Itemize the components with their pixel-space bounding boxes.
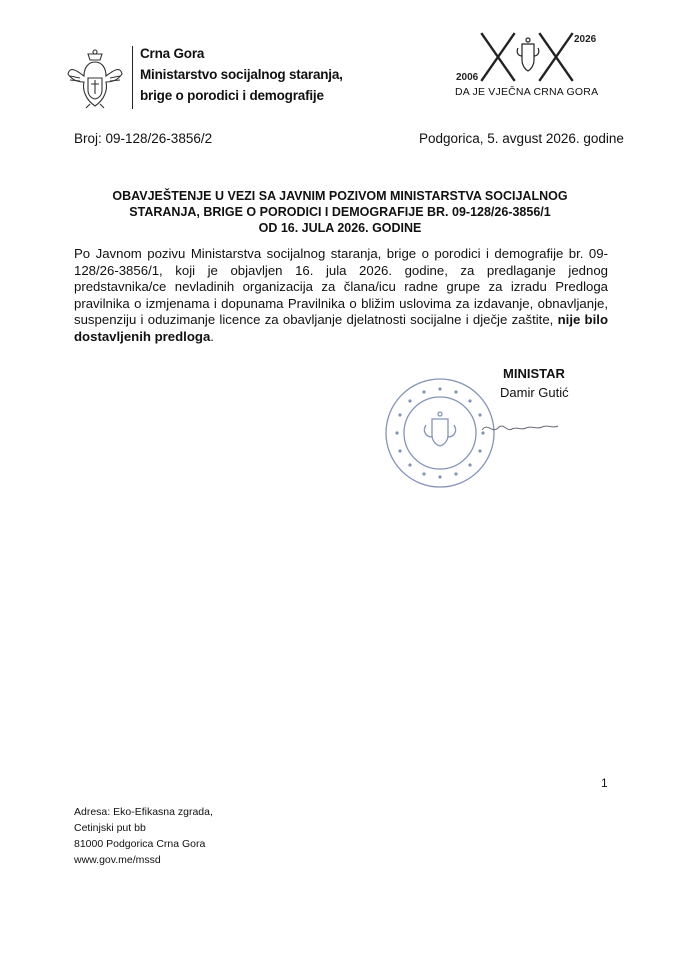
title-line-2: STARANJA, BRIGE O PORODICI I DEMOGRAFIJE BR. 09-128/26-3856/1 (129, 205, 551, 219)
handwritten-signature (480, 418, 560, 438)
body-paragraph (74, 246, 608, 346)
signatory-title: MINISTAR (503, 366, 565, 381)
body-period: . (210, 328, 214, 344)
place-date: Podgorica, 5. avgust 2026. godine (419, 131, 624, 146)
header-divider (132, 46, 133, 109)
page-number: 1 (601, 776, 608, 790)
body-text: Po Javnom pozivu Ministarstva socijalnog staranja, brige o porodici i demografije br. 09-128/26-3856/1, koji je objavljen 16. jula 2026. godine, za predlaganje jednog predstavnika/ce nevladinih organizacija za člana/icu radne grupe za izradu Predloga pravilnika o izmjenama i dopunama Pravilnika o bližim uslovima za izdavanje, obnavljanje, suspenziju i oduzimanje licence za obavljanje djelatnosti socijalne i dječje zaštite, (74, 246, 608, 328)
logo-slogan: DA JE VJEČNA CRNA GORA (455, 86, 599, 98)
org-country: Crna Gora (140, 46, 205, 61)
reference-number: Broj: 09-128/26-3856/2 (74, 131, 213, 146)
footer-website: www.gov.me/mssd (74, 854, 161, 866)
title-line-3: OD 16. JULA 2026. GODINE (258, 221, 422, 235)
montenegro-coat-of-arms-icon (66, 48, 124, 110)
footer-address (74, 804, 213, 868)
logo-year-end: 2026 (574, 34, 597, 45)
footer-street: Cetinjski put bb (74, 822, 146, 834)
footer-city: 81000 Podgorica Crna Gora (74, 838, 206, 850)
org-ministry-line1: Ministarstvo socijalnog staranja, (140, 67, 343, 82)
signatory-name: Damir Gutić (500, 385, 569, 400)
logo-year-start: 2006 (456, 72, 479, 83)
org-ministry-line2: brige o porodici i demografije (140, 88, 324, 103)
title-line-1: OBAVJEŠTENJE U VEZI SA JAVNIM POZIVOM MINISTARSTVA SOCIJALNOG (112, 189, 568, 203)
footer-address-line: Adresa: Eko-Efikasna zgrada, (74, 806, 213, 818)
body-bold-conclusion: nije bilo dostavljenih predloga (74, 312, 608, 344)
